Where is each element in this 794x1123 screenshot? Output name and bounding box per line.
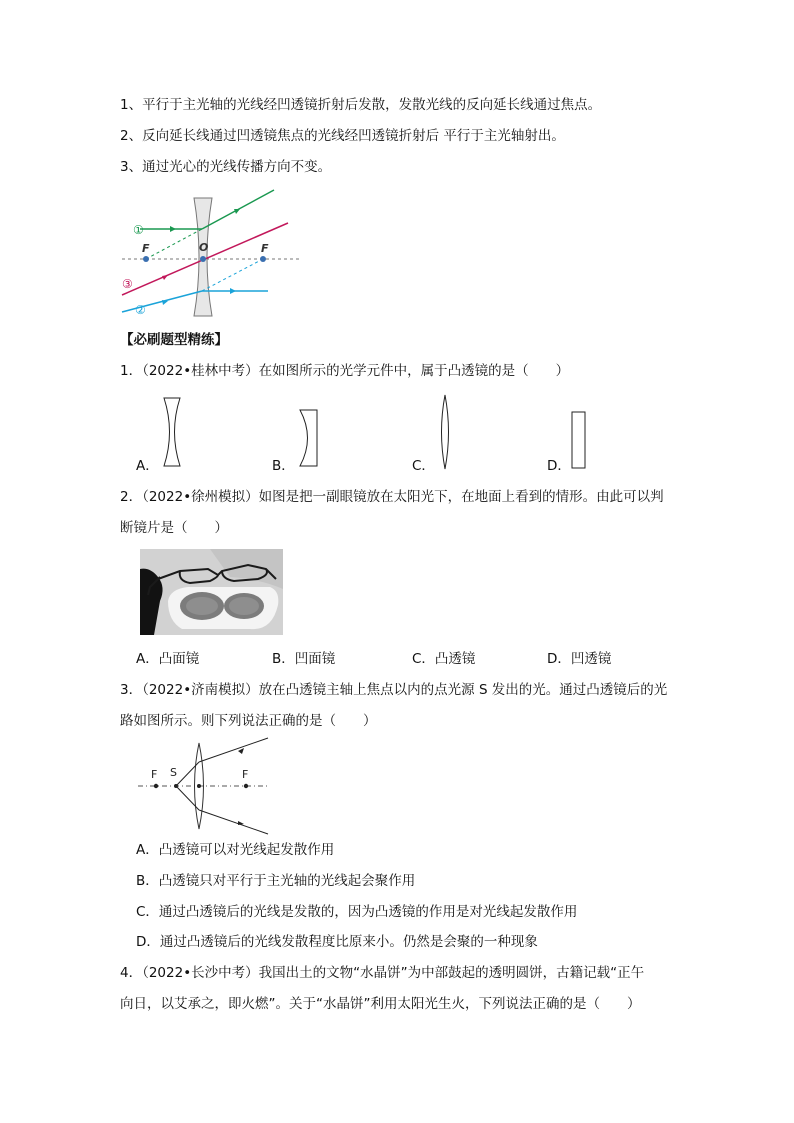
- label-focus-left: F: [142, 242, 150, 255]
- q3-stem-line2: 路如图所示。则下列说法正确的是（ ）: [120, 713, 377, 729]
- q2-option-c[interactable]: C．凸透镜: [412, 651, 476, 667]
- label-ray-1: ①: [133, 223, 144, 237]
- focus-point-left: [143, 256, 149, 262]
- q2-option-d[interactable]: D．凹透镜: [547, 651, 612, 667]
- label-focus-right: F: [242, 768, 249, 781]
- convex-lens-diagram: [138, 742, 270, 832]
- rule-1: 1、平行于主光轴的光线经凹透镜折射后发散，发散光线的反向延长线通过焦点。: [120, 97, 602, 113]
- q1-lens-d: [571, 411, 587, 469]
- q1-lens-b: [299, 409, 319, 469]
- source-point-s: [174, 784, 178, 788]
- focus-point-right: [260, 256, 266, 262]
- q1-option-b[interactable]: B．: [272, 458, 295, 474]
- label-ray-2: ②: [135, 303, 146, 317]
- label-ray-3: ③: [122, 277, 133, 291]
- q3-option-c[interactable]: C．通过凸透镜后的光线是发散的，因为凸透镜的作用是对光线起发散作用: [136, 904, 578, 920]
- q3-option-a[interactable]: A．凸透镜可以对光线起发散作用: [136, 842, 335, 858]
- q1-lens-c: [438, 394, 452, 470]
- q3-option-d[interactable]: D．通过凸透镜后的光线发散程度比原来小。仍然是会聚的一种现象: [136, 934, 538, 950]
- q3-option-b[interactable]: B．凸透镜只对平行于主光轴的光线起会聚作用: [136, 873, 416, 889]
- q1-stem: 1．（2022•桂林中考）在如图所示的光学元件中，属于凸透镜的是（ ）: [120, 363, 570, 379]
- section-title: 【必刷题型精练】: [120, 332, 228, 348]
- focus-point-left: [154, 784, 158, 788]
- label-center: O: [199, 241, 209, 254]
- q1-option-c[interactable]: C．: [412, 458, 435, 474]
- q2-stem-line1: 2．（2022•徐州模拟）如图是把一副眼镜放在太阳光下，在地面上看到的情形。由此可以判: [120, 489, 664, 505]
- label-focus-right: F: [261, 242, 269, 255]
- q2-option-b[interactable]: B．凹面镜: [272, 651, 336, 667]
- concave-lens-diagram: [122, 188, 302, 323]
- q1-option-d[interactable]: D．: [547, 458, 571, 474]
- q1-lens-a: [162, 397, 182, 467]
- q2-option-a[interactable]: A．凸面镜: [136, 651, 200, 667]
- q1-option-a[interactable]: A．: [136, 458, 159, 474]
- label-source-s: S: [170, 766, 177, 779]
- glasses-shadow-photo: [140, 549, 283, 635]
- rule-2: 2、反向延长线通过凹透镜焦点的光线经凹透镜折射后 平行于主光轴射出。: [120, 128, 565, 144]
- optical-center-point: [197, 784, 201, 788]
- label-focus-left: F: [151, 768, 158, 781]
- q3-stem-line1: 3．（2022•济南模拟）放在凸透镜主轴上焦点以内的点光源 S 发出的光。通过凸透镜后的光: [120, 682, 668, 698]
- optical-center-point: [200, 256, 206, 262]
- focus-point-right: [244, 784, 248, 788]
- q4-stem-line2: 向日，以艾承之，即火燃”。关于“水晶饼”利用太阳光生火，下列说法正确的是（ ）: [120, 996, 641, 1012]
- q4-stem-line1: 4．（2022•长沙中考）我国出土的文物“水晶饼”为中部鼓起的透明圆饼，古籍记载“正午: [120, 965, 645, 981]
- q2-stem-line2: 断镜片是（ ）: [120, 520, 228, 536]
- rule-3: 3、通过光心的光线传播方向不变。: [120, 159, 332, 175]
